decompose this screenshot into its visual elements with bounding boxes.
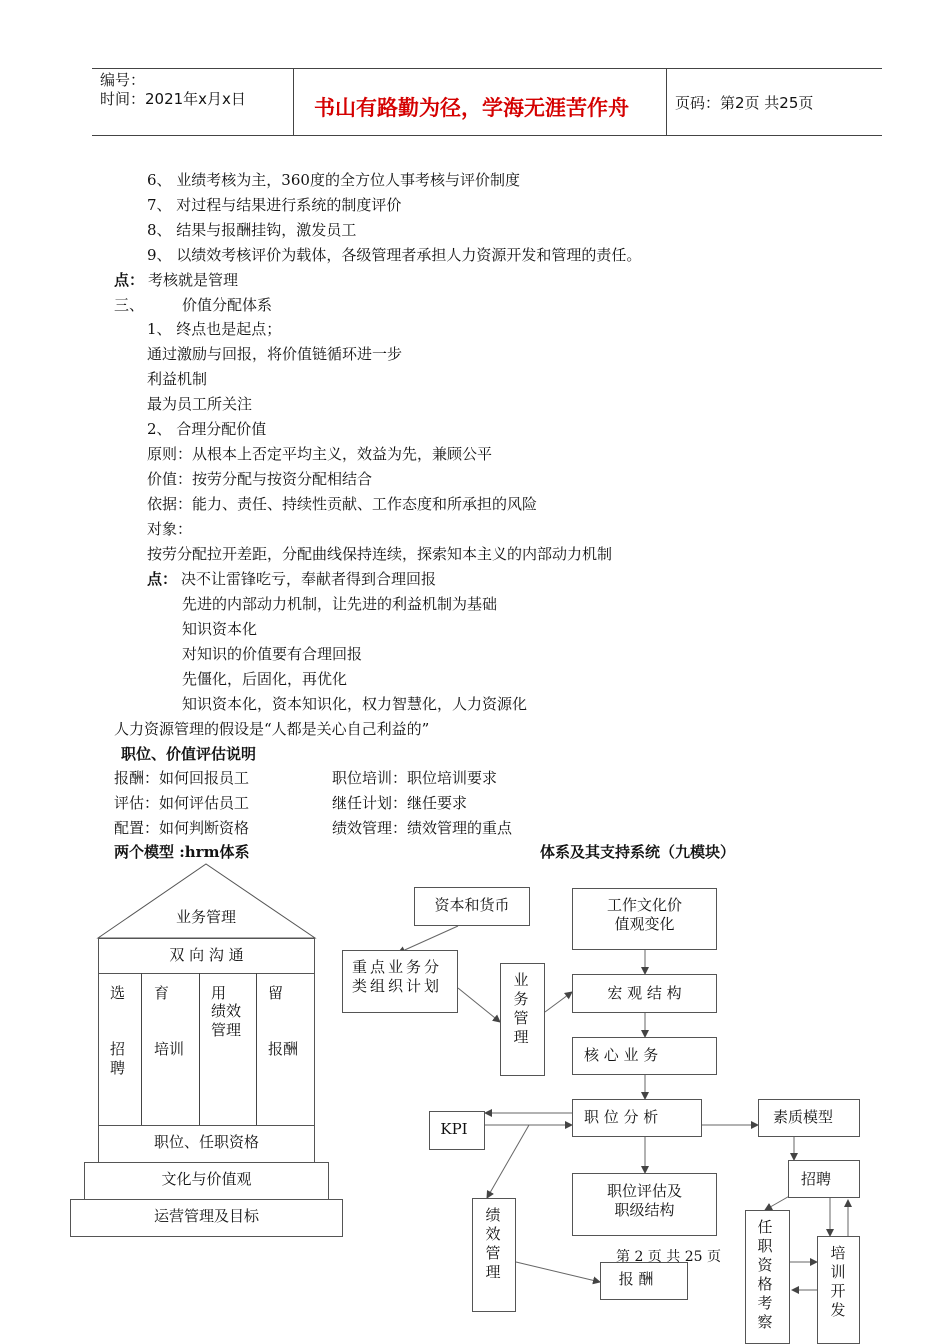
pair-left: 配置：如何判断资格	[114, 819, 250, 837]
body-line: 依据：能力、责任、持续性贡献、工作态度和所承担的风险	[147, 495, 538, 513]
house-roof-label: 业务管理	[175, 908, 236, 926]
pillar-retain-top: 留	[268, 984, 284, 1002]
job-analysis-label: 职 位 分 析	[584, 1108, 659, 1126]
list-item: 9、 以绩效考核评价为载体，各级管理者承担人力资源开发和管理的责任。	[147, 246, 642, 264]
house-base-1-label: 职位、任职资格	[153, 1133, 259, 1151]
house-comm-label: 双 向 沟 通	[169, 946, 244, 964]
pair-left: 报酬：如何回报员工	[114, 769, 250, 787]
body-line: 按劳分配拉开差距，分配曲线保持连续，探索知本主义的内部动力机制	[147, 545, 613, 563]
body-line: 先僵化，后固化，再优化	[182, 670, 348, 688]
pillar-select-top: 选	[110, 984, 126, 1002]
house-base-2-label: 文化与价值观	[161, 1170, 252, 1188]
body-line: 对象：	[147, 520, 193, 538]
body-line: 对知识的价值要有合理回报	[182, 645, 363, 663]
body-line: 知识资本化，资本知识化，权力智慧化，人力资源化	[182, 695, 528, 713]
list-item: 6、 业绩考核为主，360度的全方位人事考核与评价制度	[147, 171, 520, 189]
pillar-develop-top: 育	[154, 984, 170, 1002]
body-line: 利益机制	[147, 370, 208, 388]
list-item: 8、 结果与报酬挂钩，激发员工	[147, 221, 357, 239]
core-label: 核 心 业 务	[584, 1046, 659, 1064]
model-left-title: 两个模型 :hrm体系	[114, 843, 250, 861]
body-line: 价值：按劳分配与按资分配相结合	[147, 470, 373, 488]
macro-label: 宏 观 结 构	[607, 984, 682, 1002]
point-text: 考核就是管理	[148, 271, 239, 289]
body-line: 2、 合理分配价值	[147, 420, 267, 438]
section-title: 价值分配体系	[182, 296, 273, 314]
culture-label: 工作文化价值观变化	[606, 896, 682, 933]
capital-label: 资本和货币	[434, 896, 510, 914]
page-number-overlay: 第 2 页 共 25 页	[616, 1249, 721, 1265]
body-line: 最为员工所关注	[147, 395, 253, 413]
eval-label: 职位评估及职级结构	[606, 1182, 682, 1219]
pay-label: 报 酬	[618, 1270, 654, 1288]
doc-number-label: 编号：	[100, 71, 146, 89]
point-label: 点：	[114, 271, 145, 289]
biz-mgmt-label: 业务管理	[513, 971, 529, 1046]
doc-time-label: 时间：2021年x月x日	[100, 90, 246, 108]
body-line: 1、 终点也是起点；	[147, 320, 282, 338]
section-heading: 职位、价值评估说明	[121, 745, 257, 763]
list-item: 7、 对过程与结果进行系统的制度评价	[147, 196, 402, 214]
qualify-label: 任职资格考察	[757, 1218, 773, 1331]
pair-left: 评估：如何评估员工	[114, 794, 250, 812]
body-line: 原则：从根本上否定平均主义，效益为先，兼顾公平	[147, 445, 493, 463]
pillar-select-bottom: 招聘	[110, 1040, 126, 1077]
model-right-title: 体系及其支持系统（九模块）	[540, 843, 736, 861]
body-line: 先进的内部动力机制，让先进的利益机制为基础	[182, 595, 498, 613]
section-number: 三、	[114, 296, 145, 314]
pillar-use-mid: 绩效管理	[211, 1002, 242, 1039]
point-label: 点：	[147, 570, 178, 588]
recruit-label: 招聘	[800, 1170, 831, 1188]
pillar-develop-bottom: 培训	[154, 1040, 185, 1058]
page-number-label: 页码：第2页 共25页	[675, 94, 814, 112]
perf-label: 绩效管理	[485, 1206, 501, 1281]
pair-right: 职位培训：职位培训要求	[332, 769, 498, 787]
pair-right: 绩效管理：绩效管理的重点	[332, 819, 513, 837]
assumption-line: 人力资源管理的假设是“人都是关心自己利益的”	[114, 720, 430, 738]
point-text: 决不让雷锋吃亏，奉献者得到合理回报	[181, 570, 437, 588]
body-line: 通过激励与回报，将价值链循环进一步	[147, 345, 403, 363]
pillar-use-top: 用	[211, 984, 227, 1002]
kpi-label: KPI	[440, 1120, 468, 1138]
plan-label: 重点业务分类组织计划	[352, 958, 443, 995]
training-label: 培训开发	[830, 1244, 846, 1319]
header-motto: 书山有路勤为径，学海无涯苦作舟	[314, 96, 629, 120]
body-line: 知识资本化	[182, 620, 258, 638]
house-base-3-label: 运营管理及目标	[153, 1207, 259, 1225]
pair-right: 继任计划：继任要求	[332, 794, 468, 812]
pillar-retain-bottom: 报酬	[268, 1040, 299, 1058]
competency-label: 素质模型	[772, 1108, 833, 1126]
